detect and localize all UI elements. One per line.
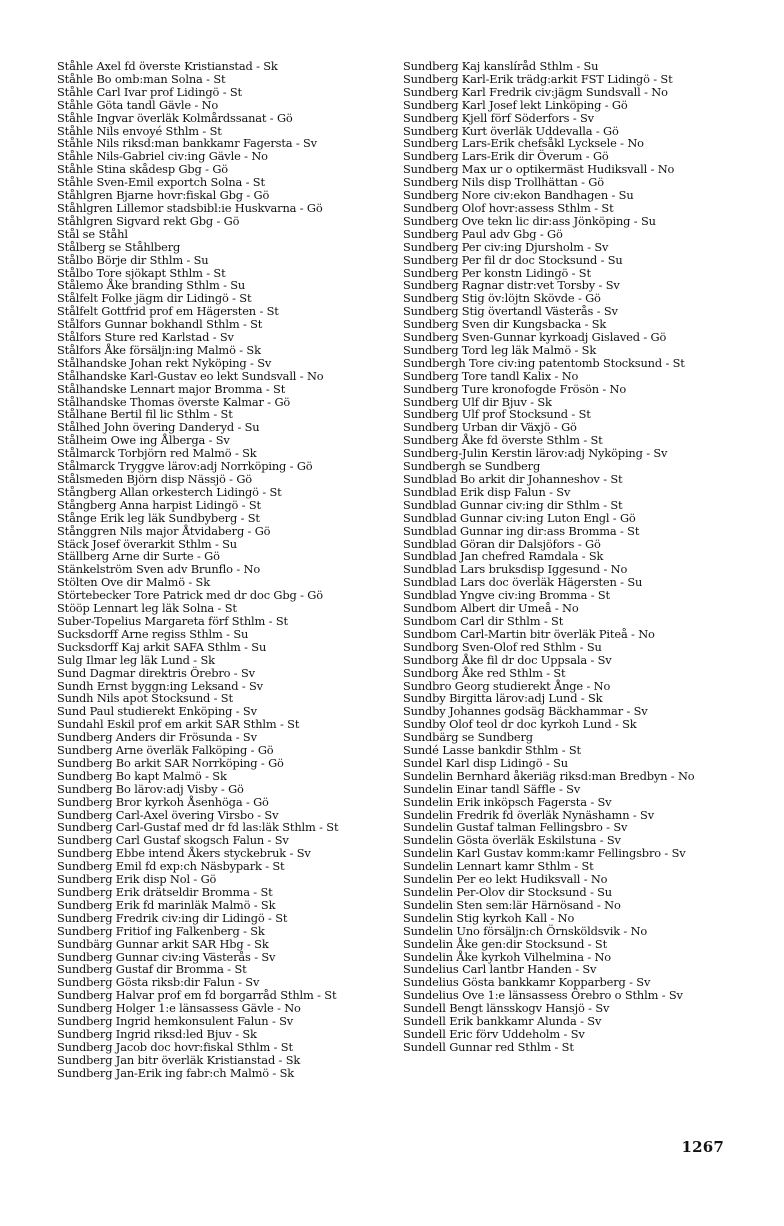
directory-entry: Ståhle Nils-Gabriel civ:ing Gävle - No [57,149,268,164]
directory-entry: Sundberg Per konstn Lidingö - St [403,265,591,280]
directory-entry: Ståhle Göta tandl Gävle - No [57,97,219,112]
directory-entry: Stånggren Nils major Åtvidaberg - Gö [57,523,271,538]
directory-entry: Sundberg Gustaf dir Bromma - St [57,962,247,977]
directory-entry: Sundberg Ture kronofogde Frösön - No [403,381,627,396]
directory-entry: Sundberg Fritiof ing Falkenberg - Sk [57,923,265,938]
directory-entry: Sundelin Åke gen:dir Stocksund - St [403,936,607,951]
directory-entry: Sundberg Nils disp Trollhättan - Gö [403,175,604,190]
directory-entry: Sundberg Kjell förf Söderfors - Sv [403,110,594,125]
directory-entry: Sulg Ilmar leg läk Lund - Sk [57,652,215,667]
directory-entry: Sundberg Gösta riksb:dir Falun - Sv [57,975,260,990]
directory-entry: Sundberg Anders dir Frösunda - Sv [57,730,257,745]
directory-entry: Sundberg Arne överläk Falköping - Gö [57,743,274,758]
directory-entry: Sundberg Kaj kanslíråd Sthlm - Su [403,59,599,73]
directory-entry: Ställberg Arne dir Surte - Gö [57,549,220,564]
directory-entry: Ståhle Axel fd överste Kristianstad - Sk [57,59,278,73]
directory-entry: Sundelin Sten sem:lär Härnösand - No [403,897,621,912]
directory-entry: Sundblad Lars doc överläk Hägersten - Su [403,575,643,590]
directory-entry: Sund Paul studierekt Enköping - Sv [57,704,257,719]
directory-entry: Ståhle Stina skådesp Gbg - Gö [57,162,228,177]
directory-entry: Stånge Erik leg läk Sundbyberg - St [57,510,260,525]
directory-entry: Stäck Josef överarkit Sthlm - Su [57,536,237,551]
directory-entry: Sundby Johannes godsäg Bäckhammar - Sv [403,704,648,719]
directory-entry: Sundberg Carl-Gustaf med dr fd las:läk Sthlm - St [57,820,339,835]
directory-entry: Sundh Ernst byggn:ing Leksand - Sv [57,678,263,693]
directory-entry: Ståhle Sven-Emil exportch Solna - St [57,175,265,190]
directory-entry: Sundell Bengt länsskogv Hansjö - Sv [403,1001,610,1016]
directory-entry: Sundbergh Tore civ:ing patentomb Stocksund - St [403,355,685,370]
directory-entry: Sundblad Jan chefred Ramdala - Sk [403,549,604,564]
directory-entry: Sundelin Bernhard åkeriäg riksd:man Bredbyn - No [403,768,695,783]
directory-entry: Sundbergh se Sundberg [403,459,541,474]
directory-entry: Sundberg Halvar prof em fd borgarråd Sthlm - St [57,988,337,1003]
directory-entry: Sundberg Tord leg läk Malmö - Sk [403,342,597,357]
directory-entry: Sucksdorff Kaj arkit SAFA Sthlm - Su [57,639,267,654]
directory-entry: Sundberg Åke fd överste Sthlm - St [403,433,603,448]
directory-entry: Sundé Lasse bankdir Sthlm - St [403,743,581,758]
directory-entry: Sundberg Bo kapt Malmö - Sk [57,768,227,783]
directory-entry: Sundberg Erik disp Nol - Gö [57,872,217,887]
directory-entry: Sundberg Nore civ:ekon Bandhagen - Su [403,188,634,203]
directory-entry: Sund Dagmar direktris Örebro - Sv [57,665,255,680]
directory-entry: Stålberg se Ståhlberg [57,239,181,254]
directory-entry: Suber-Topelius Margareta förf Sthlm - St [57,613,288,628]
directory-entry: Sundberg Emil fd exp:ch Näsbypark - St [57,859,285,874]
directory-entry: Stålfors Gunnar bokhandl Sthlm - St [57,317,263,332]
directory-entry: Sundberg Urban dir Växjö - Gö [403,420,577,435]
directory-entry: Stålbo Tore sjökapt Sthlm - St [57,265,226,280]
directory-entry: Ståhlgren Lillemor stadsbibl:ie Huskvarna - Gö [57,200,323,215]
directory-entry: Stålfelt Folke jägm dir Lidingö - St [57,291,252,306]
directory-entry: Sundberg Bo lärov:adj Visby - Gö [57,781,244,796]
directory-entry: Sundell Eric förv Uddeholm - Sv [403,1026,585,1041]
directory-entry: Sundberg Per civ:ing Djursholm - Sv [403,239,609,254]
directory-entry: Sundberg Ragnar distr:vet Torsby - Sv [403,278,620,293]
directory-entry: Stålheim Owe ing Ålberga - Sv [57,433,230,448]
directory-entry: Sundbom Albert dir Umeå - No [403,601,579,616]
directory-entry: Sundberg Carl-Axel övering Virsbo - Sv [57,807,279,822]
directory-entry: Ståhlgren Sigvard rekt Gbg - Gö [57,213,240,228]
directory-entry: Sundberg Ebbe intend Åkers styckebruk - Sv [57,846,311,861]
directory-entry: Sundelin Per eo lekt Hudiksvall - No [403,872,608,887]
directory-entry: Stålsmeden Björn disp Nässjö - Gö [57,472,252,486]
directory-entry: Sundel Karl disp Lidingö - Su [403,755,568,770]
directory-entry: Sundborg Åke fil dr doc Uppsala - Sv [403,652,612,667]
directory-entry: Sundberg Fredrik civ:ing dir Lidingö - St [57,910,288,925]
page-number: 1267 [681,1138,724,1156]
directory-entry: Sundelius Ove 1:e länsassess Örebro o Sthlm - Sv [403,988,683,1003]
directory-entry: Sundberg Sven-Gunnar kyrkoadj Gislaved - Gö [403,330,667,345]
directory-entry: Sundbom Carl-Martin bitr överläk Piteå - No [403,626,655,641]
directory-entry: Stålmarck Torbjörn red Malmö - Sk [57,446,257,461]
directory-entry: Stålhed John övering Danderyd - Su [57,420,260,435]
directory-entry: Sundberg Karl Fredrik civ:jägm Sundsvall - No [403,84,668,99]
directory-entry: Sundelin Gösta överläk Eskilstuna - Sv [403,833,621,848]
directory-entry: Sundbro Georg studierekt Ånge - No [403,678,611,693]
directory-entry: Sundberg Sven dir Kungsbacka - Sk [403,317,607,332]
directory-entry: Stångberg Anna harpist Lidingö - St [57,497,261,512]
directory-entry: Sundberg Ingrid riksd:led Bjuv - Sk [57,1026,257,1041]
directory-entry: Sundberg Ulf prof Stocksund - St [403,407,591,422]
directory-entry: Sundborg Åke red Sthlm - St [403,665,566,680]
directory-entry: Sundberg Ingrid hemkonsulent Falun - Sv [57,1014,294,1029]
directory-entry: Sundborg Sven-Olof red Sthlm - Su [403,639,602,654]
directory-entry: Sundbärg se Sundberg [403,730,533,745]
directory-entry: Störtebecker Tore Patrick med dr doc Gbg - Gö [57,588,323,603]
directory-entry: Sundelius Gösta bankkamr Kopparberg - Sv [403,975,651,990]
directory-entry: Sundelin Fredrik fd överläk Nynäshamn - Sv [403,807,654,822]
directory-entry: Stålhandske Lennart major Bromma - St [57,381,286,396]
directory-entry: Stålemo Åke branding Sthlm - Su [57,278,246,293]
directory-entry: Sundberg Lars-Erik chefsåkl Lycksele - No [403,136,644,151]
left-column [57,60,357,1080]
directory-entry: Sundberg Per fil dr doc Stocksund - Su [403,252,623,267]
directory-entry: Stööp Lennart leg läk Solna - St [57,601,237,616]
directory-entry: Sundberg Karl-Erik trädg:arkit FST Lidingö - St [403,71,673,86]
directory-entry: Sundberg Lars-Erik dir Överum - Gö [403,149,609,164]
directory-entry: Sundelin Karl Gustav komm:kamr Fellingsbro - Sv [403,846,686,861]
directory-entry: Sundelin Åke kyrkoh Vilhelmina - No [403,949,612,964]
directory-entry: Stölten Ove dir Malmö - Sk [57,575,210,590]
directory-entry: Sundberg Paul adv Gbg - Gö [403,226,563,241]
directory-entry: Stål se Ståhl [57,226,128,241]
directory-entry: Sundblad Gunnar civ:ing Luton Engl - Gö [403,510,636,525]
directory-entry: Stålhandske Thomas överste Kalmar - Gö [57,394,291,409]
directory-entry: Ståhle Nils riksd:man bankkamr Fagersta - Sv [57,136,317,151]
directory-entry: Sundberg Max ur o optikermäst Hudiksvall - No [403,162,675,177]
directory-entry: Sundelin Einar tandl Säffle - Sv [403,781,581,796]
directory-entry: Sundblad Göran dir Dalsjöfors - Gö [403,536,601,551]
directory-entry: Sucksdorff Arne regiss Sthlm - Su [57,626,249,641]
directory-entry: Sundberg Erik fd marinläk Malmö - Sk [57,897,276,912]
directory-entry: Stålfors Åke försäljn:ing Malmö - Sk [57,342,261,357]
directory-entry: Ståhle Nils envoyé Sthlm - St [57,123,222,138]
directory-entry: Sundby Birgitta lärov:adj Lund - Sk [403,691,603,706]
directory-entry: Ståhle Bo omb:man Solna - St [57,71,226,86]
directory-entry: Sundberg Gunnar civ:ing Västerås - Sv [57,949,276,964]
directory-entry: Stålfelt Gottfrid prof em Hägersten - St [57,304,279,319]
directory-entry: Stänkelström Sven adv Brunflo - No [57,562,261,577]
directory-entry: Stålhane Bertil fil lic Sthlm - St [57,407,233,422]
directory-entry: Sundelin Stig kyrkoh Kall - No [403,910,575,925]
directory-entry: Sundberg Stig öv:löjtn Skövde - Gö [403,291,601,306]
directory-entry: Stålmarck Tryggve lärov:adj Norrköping - Gö [57,459,313,474]
directory-entry: Sundelin Gustaf talman Fellingsbro - Sv [403,820,628,835]
directory-entry: Sundberg Ove tekn lic dir:ass Jönköping - Su [403,213,656,228]
directory-entry: Ståhlgren Bjarne hovr:fiskal Gbg - Gö [57,188,270,203]
directory-entry: Sundbom Carl dir Sthlm - St [403,613,564,628]
directory-entry: Sundberg Holger 1:e länsassess Gävle - No [57,1001,301,1016]
directory-entry: Stångberg Allan orkesterch Lidingö - St [57,484,282,499]
directory-entry: Sundh Nils apot Stocksund - St [57,691,233,706]
directory-entry: Sundberg Olof hovr:assess Sthlm - St [403,200,614,215]
directory-entry: Sundberg Erik drätseldir Bromma - St [57,885,273,899]
directory-entry: Sundberg Jan bitr överläk Kristianstad - Sk [57,1052,301,1067]
directory-entry: Sundelin Lennart kamr Sthlm - St [403,859,594,874]
directory-entry: Sundberg Karl Josef lekt Linköping - Gö [403,97,628,112]
directory-entry: Sundberg Carl Gustaf skogsch Falun - Sv [57,833,289,848]
directory-entry: Sundberg Bror kyrkoh Åsenhöga - Gö [57,794,269,809]
directory-entry: Sundberg Tore tandl Kalix - No [403,368,579,383]
directory-entry: Sundell Gunnar red Sthlm - St [403,1039,574,1054]
directory-entry: Ståhle Ingvar överläk Kolmårdssanat - Gö [57,110,293,125]
directory-entry: Sundbärg Gunnar arkit SAR Hbg - Sk [57,936,269,951]
directory-entry: Sundelin Erik inköpsch Fagersta - Sv [403,794,612,809]
directory-entry: Ståhle Carl Ivar prof Lidingö - St [57,84,242,99]
directory-entry: Sundblad Yngve civ:ing Bromma - St [403,588,610,603]
directory-entry: Sundell Erik bankkamr Alunda - Sv [403,1014,602,1029]
directory-entry: Stålbo Börje dir Sthlm - Su [57,252,209,267]
directory-entry: Sundberg Jacob doc hovr:fiskal Sthlm - St [57,1039,293,1054]
directory-entry: Stålhandske Karl-Gustav eo lekt Sundsvall - No [57,368,324,383]
directory-entry: Sundberg Jan-Erik ing fabr:ch Malmö - Sk [57,1065,294,1080]
directory-entry: Sundblad Lars bruksdisp Iggesund - No [403,562,628,577]
directory-entry: Sundblad Gunnar civ:ing dir Sthlm - St [403,497,623,512]
directory-entry: Sundelin Per-Olov dir Stocksund - Su [403,885,612,899]
directory-entry: Stålfors Sture red Karlstad - Sv [57,330,234,345]
directory-entry: Sundelius Carl lantbr Handen - Sv [403,962,597,977]
directory-entry: Sundblad Bo arkit dir Johanneshov - St [403,472,623,486]
directory-entry: Sundberg Stig övertandl Västerås - Sv [403,304,618,319]
directory-entry: Sundahl Eskil prof em arkit SAR Sthlm - St [57,717,300,732]
directory-entry: Sundberg-Julin Kerstin lärov:adj Nyköping - Sv [403,446,668,461]
right-column [403,60,715,1054]
directory-entry: Sundberg Kurt överläk Uddevalla - Gö [403,123,619,138]
directory-entry: Stålhandske Johan rekt Nyköping - Sv [57,355,272,370]
directory-entry: Sundelin Uno försäljn:ch Örnsköldsvik - No [403,923,648,938]
directory-entry: Sundby Olof teol dr doc kyrkoh Lund - Sk [403,717,637,732]
directory-entry: Sundblad Gunnar ing dir:ass Bromma - St [403,523,640,538]
directory-entry: Sundblad Erik disp Falun - Sv [403,484,571,499]
directory-entry: Sundberg Bo arkit SAR Norrköping - Gö [57,755,284,770]
directory-entry: Sundberg Ulf dir Bjuv - Sk [403,394,552,409]
